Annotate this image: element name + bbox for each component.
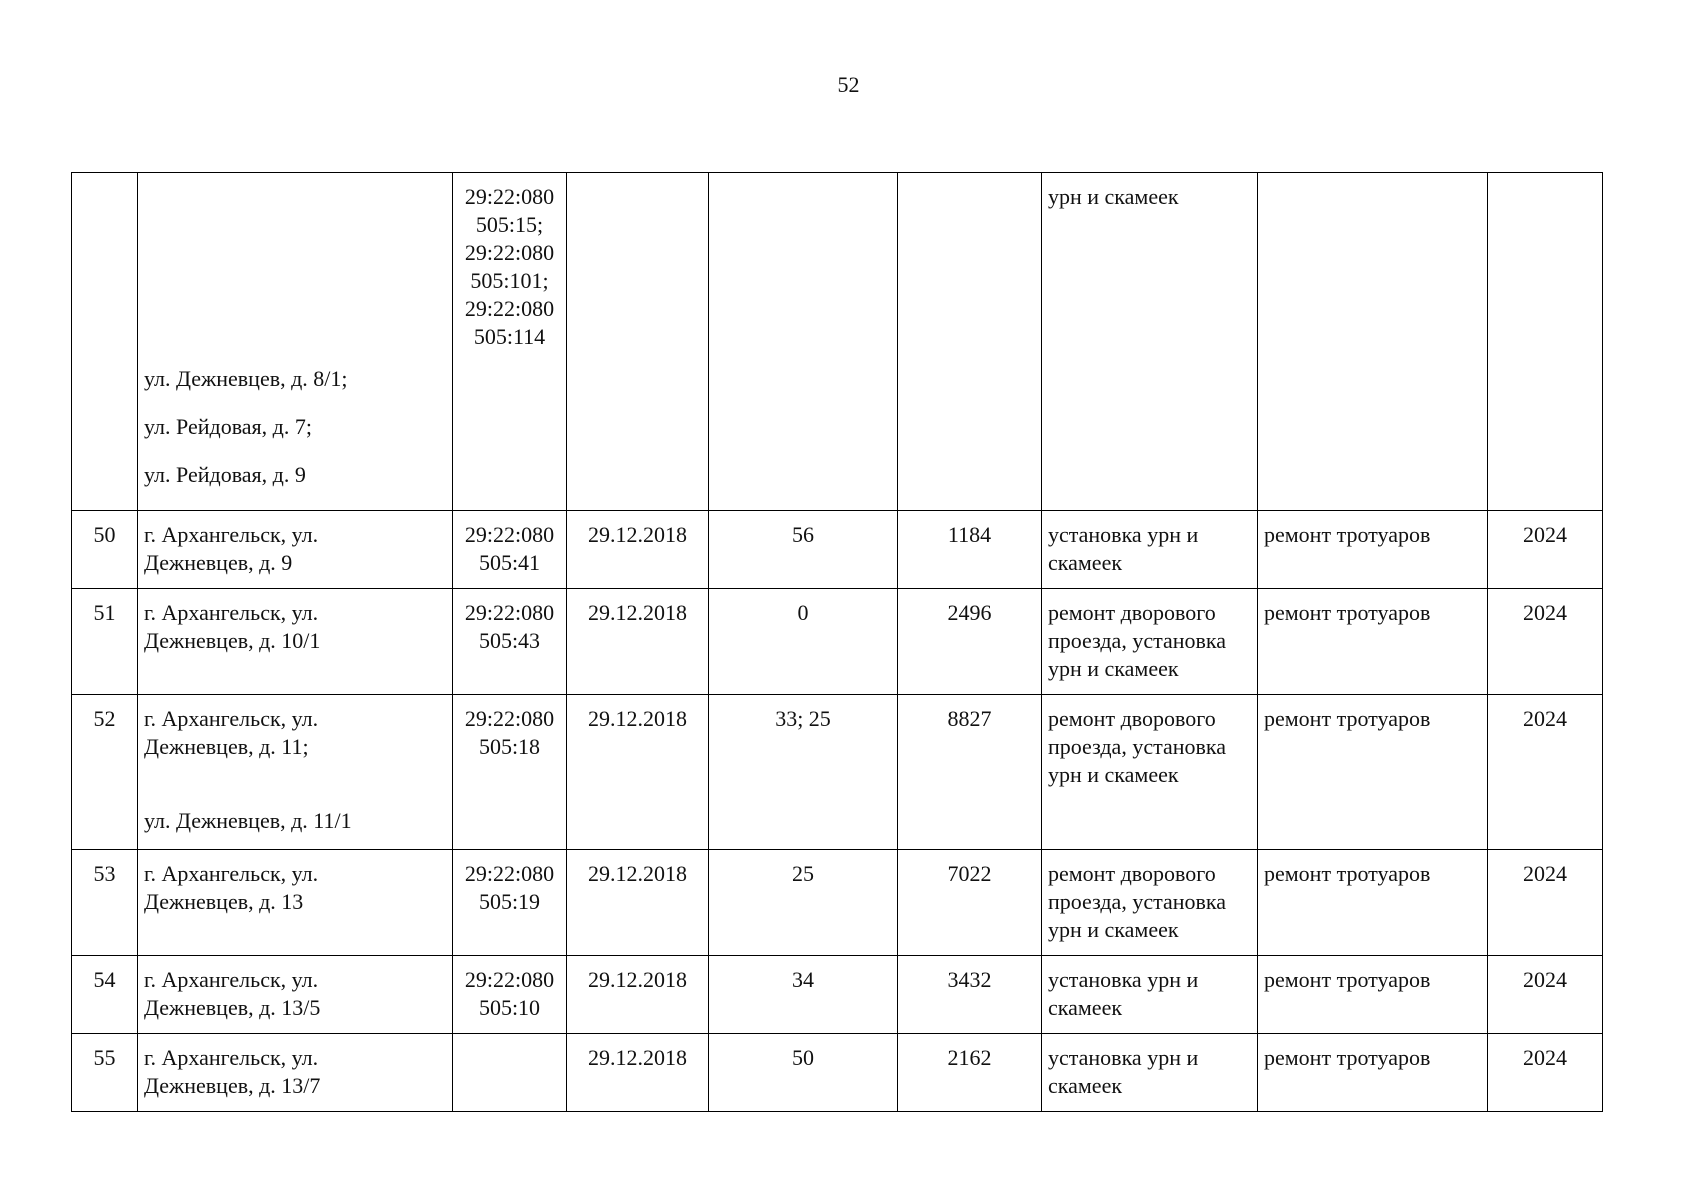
address-line: Дежневцев, д. 10/1 [144,628,321,653]
work-line: скамеек [1048,995,1123,1020]
table-row [72,695,1603,850]
cell-year: 2024 [1488,956,1603,1034]
address-line: Дежневцев, д. 13/5 [144,995,321,1020]
cell-year: 2024 [1488,511,1603,589]
cell-work-secondary: ремонт тротуаров [1258,695,1488,850]
table-body [72,173,1603,1112]
cell-date [567,173,709,511]
work-line: установка урн и [1048,1045,1199,1070]
work-line: ремонт дворового [1048,600,1216,625]
cell-work-primary [1042,1034,1258,1112]
cell-year [1488,173,1603,511]
cell-work-primary [1042,173,1258,511]
cell-cadastral-number [453,850,567,956]
cell-work-secondary: ремонт тротуаров [1258,511,1488,589]
table-row [72,589,1603,695]
cadastral-line: 505:10 [478,995,541,1020]
cell-address [138,850,453,956]
cell-work-secondary: ремонт тротуаров [1258,1034,1488,1112]
cell-value: 0 [709,589,898,695]
address-line: ул. Рейдовая, д. 7; [144,414,312,439]
cell-work-primary [1042,956,1258,1034]
address-line: ул. Дежневцев, д. 11/1 [144,808,352,833]
work-line: скамеек [1048,550,1123,575]
address-line: ул. Рейдовая, д. 9 [144,462,306,487]
cadastral-line: 505:18 [478,734,541,759]
work-line: урн и скамеек [1048,656,1179,681]
cadastral-line: 29:22:080 [464,600,555,625]
improvement-table [71,172,1603,1112]
cell-number: 54 [72,956,138,1034]
cell-address [138,956,453,1034]
cell-number: 51 [72,589,138,695]
cell-value [709,173,898,511]
cell-address [138,589,453,695]
cadastral-line: 29:22:080 [464,296,555,321]
cadastral-line: 29:22:080 [464,240,555,265]
cell-address [138,1034,453,1112]
cadastral-line: 505:15; [475,212,544,237]
cell-work-primary [1042,589,1258,695]
address-line: г. Архангельск, ул. [144,522,319,547]
cell-area: 3432 [898,956,1042,1034]
cell-area: 2496 [898,589,1042,695]
cell-value: 33; 25 [709,695,898,850]
cell-cadastral-number [453,173,567,511]
cell-year: 2024 [1488,1034,1603,1112]
work-line: ремонт дворового [1048,861,1216,886]
cadastral-line: 29:22:080 [464,522,555,547]
cell-date: 29.12.2018 [567,1034,709,1112]
cell-cadastral-number [453,511,567,589]
cell-date: 29.12.2018 [567,589,709,695]
cadastral-line: 505:101; [470,268,549,293]
work-line: ремонт дворового [1048,706,1216,731]
table-row [72,173,1603,511]
cell-work-secondary [1258,173,1488,511]
cell-work-primary [1042,511,1258,589]
cadastral-line: 29:22:080 [464,184,555,209]
address-line: г. Архангельск, ул. [144,1045,319,1070]
table-row [72,1034,1603,1112]
cell-value: 50 [709,1034,898,1112]
cell-cadastral-number [453,589,567,695]
cadastral-line: 29:22:080 [464,706,555,731]
work-line: скамеек [1048,1073,1123,1098]
cell-value: 34 [709,956,898,1034]
address-line: г. Архангельск, ул. [144,861,319,886]
cadastral-line: 29:22:080 [464,967,555,992]
address-line: г. Архангельск, ул. [144,706,319,731]
address-line: Дежневцев, д. 13 [144,889,304,914]
cell-address [138,173,453,511]
cadastral-line: 505:114 [473,324,546,349]
address-line: Дежневцев, д. 11; [144,734,309,759]
address-spacer [144,761,446,807]
address-line: Дежневцев, д. 13/7 [144,1073,321,1098]
cadastral-line: 505:43 [478,628,541,653]
address-spacer [144,183,446,365]
cell-work-primary [1042,850,1258,956]
cell-work-secondary: ремонт тротуаров [1258,589,1488,695]
work-line: установка урн и [1048,522,1199,547]
cadastral-line: 505:41 [478,550,541,575]
cell-cadastral-number [453,695,567,850]
cell-work-secondary: ремонт тротуаров [1258,956,1488,1034]
work-line: проезда, установка [1048,628,1227,653]
cell-number [72,173,138,511]
cell-number: 52 [72,695,138,850]
cell-area: 1184 [898,511,1042,589]
work-line: урн и скамеек [1048,917,1179,942]
cell-value: 25 [709,850,898,956]
address-line: г. Архангельск, ул. [144,967,319,992]
cell-number: 55 [72,1034,138,1112]
cell-cadastral-number [453,1034,567,1112]
table-row [72,956,1603,1034]
cell-date: 29.12.2018 [567,695,709,850]
cell-area: 2162 [898,1034,1042,1112]
cell-date: 29.12.2018 [567,511,709,589]
cell-year: 2024 [1488,850,1603,956]
cadastral-line: 505:19 [478,889,541,914]
cell-address [138,511,453,589]
cell-date: 29.12.2018 [567,956,709,1034]
cell-year: 2024 [1488,589,1603,695]
cell-number: 50 [72,511,138,589]
page-number: 52 [837,72,860,97]
cell-address [138,695,453,850]
work-line: установка урн и [1048,967,1199,992]
work-line: урн и скамеек [1048,762,1179,787]
table-row [72,850,1603,956]
cell-work-secondary: ремонт тротуаров [1258,850,1488,956]
address-line: Дежневцев, д. 9 [144,550,293,575]
cell-date: 29.12.2018 [567,850,709,956]
address-line: г. Архангельск, ул. [144,600,319,625]
cadastral-line: 29:22:080 [464,861,555,886]
cell-work-primary [1042,695,1258,850]
address-line: ул. Дежневцев, д. 8/1; [144,366,348,391]
cell-year: 2024 [1488,695,1603,850]
cell-value: 56 [709,511,898,589]
work-line: урн и скамеек [1048,184,1179,209]
cell-area [898,173,1042,511]
cell-number: 53 [72,850,138,956]
cell-cadastral-number [453,956,567,1034]
table-row [72,511,1603,589]
cell-area: 7022 [898,850,1042,956]
work-line: проезда, установка [1048,734,1227,759]
cell-area: 8827 [898,695,1042,850]
work-line: проезда, установка [1048,889,1227,914]
